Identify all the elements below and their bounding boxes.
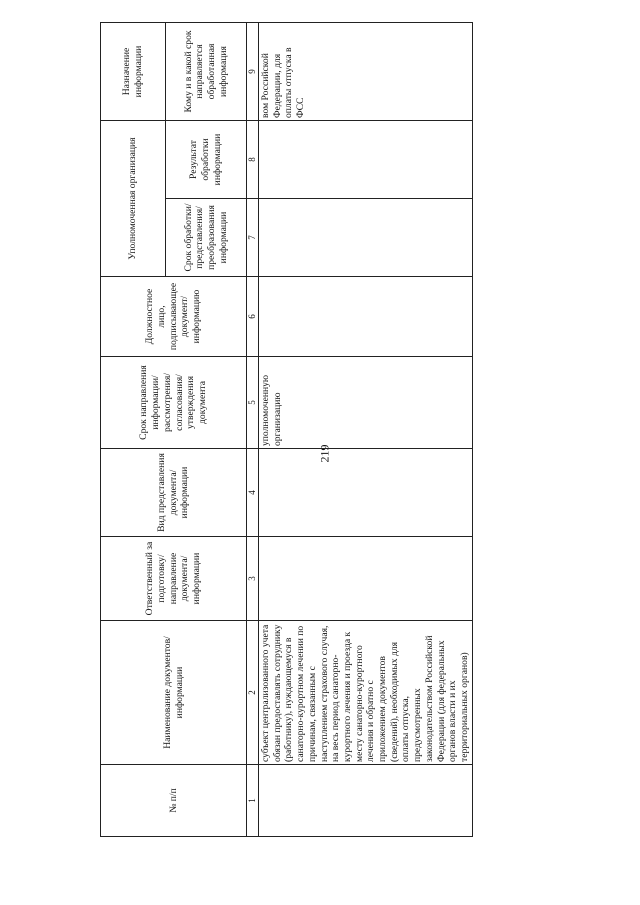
header-signing-official: Должностное лицо, подписывающее документ/ информацию (101, 277, 247, 357)
cell-processing-result (259, 121, 473, 199)
column-number: 2 (247, 621, 259, 765)
header-recipient: Кому и в какой срок направляется обработанная информация (166, 23, 247, 121)
column-number: 9 (247, 23, 259, 121)
column-number: 5 (247, 357, 259, 449)
page-number: 219 (317, 444, 332, 463)
column-number: 1 (247, 765, 259, 837)
cell-responsible (259, 537, 473, 621)
column-number: 3 (247, 537, 259, 621)
cell-signing-official (259, 277, 473, 357)
table-container (100, 30, 562, 837)
cell-deadline: уполномоченную организацию (259, 357, 473, 449)
column-number: 7 (247, 199, 259, 277)
cell-document-name: субъект централизованного учета обязан предоставлять сотруднику (работнику), нуждающемуся в санаторно-курортном лечении по причинам, связанным с наступлением страхового случая, на весь период санаторно-курортного лечения и проезда к месту санаторно-курортного лечения и обратно с приложением документов (сведений), необходимых для оплаты отпуска, предусмотренных законодательством Российской Федерации (для федеральных органов власти и их территориальных органов) (259, 621, 473, 765)
header-deadline: Срок направления информации/ рассмотрения/ согласования/ утверждения документа (101, 357, 247, 449)
column-number: 6 (247, 277, 259, 357)
header-document-name: Наименование документов/ информации (101, 621, 247, 765)
cell-number (259, 765, 473, 837)
cell-recipient: вом Российской Федерации, для оплаты отпуска в ФСС (259, 23, 473, 121)
column-number: 8 (247, 121, 259, 199)
header-processing-deadline: Срок обработки/ представления/ преобразования информации (166, 199, 247, 277)
column-number: 4 (247, 449, 259, 537)
header-processing-result: Результат обработки информации (166, 121, 247, 199)
header-number: № п/п (101, 765, 247, 837)
header-purpose: Назначение информации (101, 23, 166, 121)
cell-representation-type (259, 449, 473, 537)
cell-processing-deadline (259, 199, 473, 277)
header-responsible: Ответственный за подготовку/ направление документа/ информации (101, 537, 247, 621)
document-table (100, 22, 473, 837)
header-authorized-organization: Уполномоченная организация (101, 121, 166, 277)
header-representation-type: Вид представления документа/ информации (101, 449, 247, 537)
